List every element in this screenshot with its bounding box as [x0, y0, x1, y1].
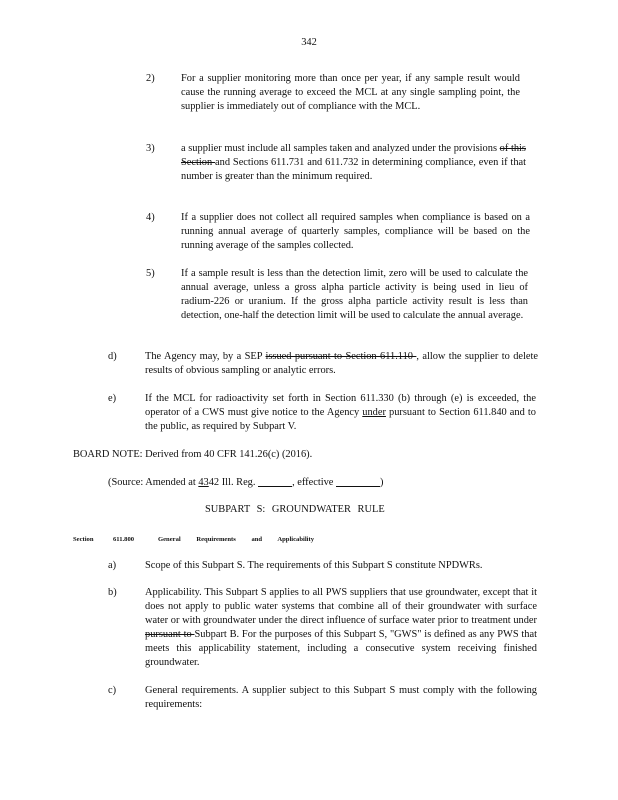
subpart-heading: SUBPART S: GROUNDWATER RULE — [205, 504, 385, 515]
struck-text: issued pursuant to Section 611.110 — [265, 351, 417, 362]
section-item-c-number: c) — [108, 685, 117, 696]
item-d-text: The Agency may, by a SEP issued pursuant to Section 611.110 , allow the supplier to delete results of obvious sampling or analytic errors. — [145, 351, 538, 376]
page-number: 342 — [301, 37, 317, 48]
struck-text: pursuant to — [145, 628, 195, 640]
board-note: BOARD NOTE: Derived from 40 CFR 141.26(c) (2016). — [73, 449, 313, 460]
item-3-number: 3) — [146, 143, 155, 154]
section-item-b-number: b) — [108, 587, 117, 598]
section-item-b-text: Applicability. This Subpart S applies to all PWS suppliers that use groundwater, except that it does not apply to public water systems that combine all of their groundwater with surface water or with groundwater under the direct influence of surface water prior to treatment under pursuant to Subpart B. For the purposes of this Subpart S, "GWS" is defined as any PWS that meets this applicability statement, including a consecutive system receiving finished groundwater. — [145, 587, 537, 668]
section-label: Section — [73, 536, 94, 543]
item-d-number: d) — [108, 351, 117, 362]
section-item-a-text: Scope of this Subpart S. The requirements of this Subpart S constitute NPDWRs. — [145, 560, 483, 571]
item-e-number: e) — [108, 393, 117, 404]
item-4-text: If a supplier does not collect all required samples when compliance is based on a running annual average of quarterly samples, compliance will be based on the running average of the samples collected. — [181, 212, 530, 251]
blank-volume-field — [258, 476, 292, 487]
item-5-text: If a sample result is less than the detection limit, zero will be used to calculate the annual average, unless a gross alpha particle activity is being used in lieu of radium-226 or uranium. If the gross alpha particle activity result is less than detection, one-half the detection limit will be used to calculate the annual average. — [181, 268, 528, 321]
blank-effective-date-field — [336, 476, 380, 487]
item-e-text: If the MCL for radioactivity set forth in Section 611.330 (b) through (e) is exceeded, the operator of a CWS must give notice to the Agency under pursuant to Section 611.840 and to the public, as required by Subpart V. — [145, 393, 536, 432]
item-3-text: a supplier must include all samples taken and analyzed under the provisions of this Section and Sections 611.731 and 611.732 in determining compliance, even if that number is greater than the minimum required. — [181, 143, 527, 182]
item-5-number: 5) — [146, 268, 155, 279]
section-number: 611.800 — [113, 536, 135, 543]
underlined-text: under — [362, 406, 386, 418]
item-2-text: For a supplier monitoring more than once per year, if any sample result would cause the running average to exceed the MCL at any single sampling point, the supplier is immediately out of compliance with the MCL. — [181, 73, 520, 112]
item-4-number: 4) — [146, 212, 155, 223]
struck-text: of this Section — [181, 143, 526, 168]
section-item-c-text: General requirements. A supplier subject to this Subpart S must comply with the following requirements: — [145, 685, 537, 710]
section-item-a-number: a) — [108, 560, 117, 571]
item-2-number: 2) — [146, 73, 155, 84]
section-title: General Requirements and Applicability — [158, 536, 314, 543]
source-line: (Source: Amended at 4342 Ill. Reg. , effective ) — [108, 477, 384, 488]
